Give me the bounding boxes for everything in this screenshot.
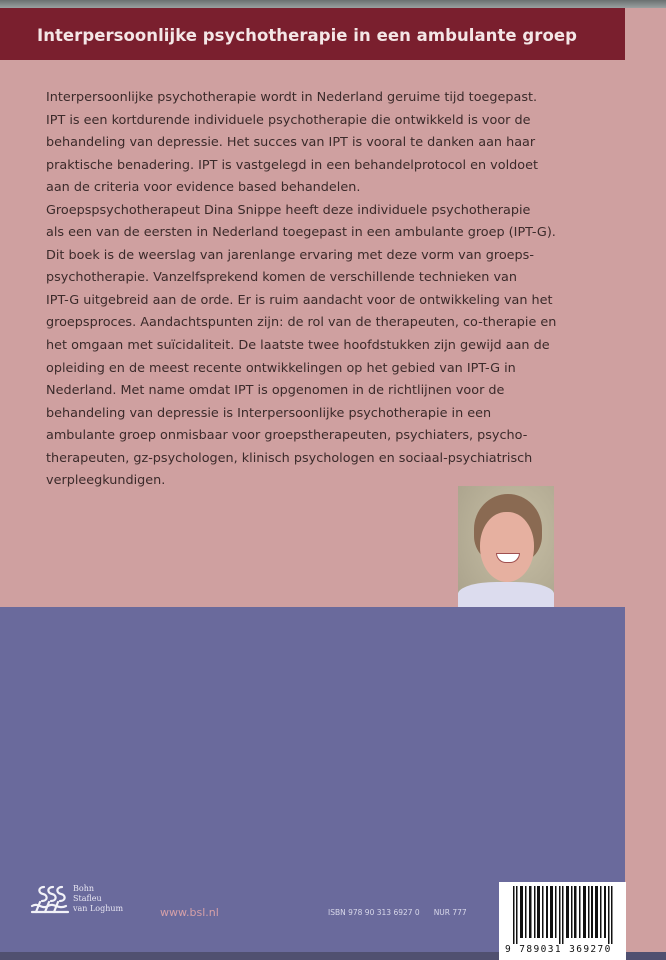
blurb-line: het omgaan met suïcidaliteit. De laatste twee hoofdstukken zijn gewijd aan de bbox=[46, 338, 550, 354]
blurb-line: IPT is een kortdurende individuele psychotherapie die ontwikkeld is voor de bbox=[46, 112, 531, 128]
publisher-url: www.bsl.nl bbox=[160, 906, 219, 919]
publisher-logo-icon bbox=[30, 884, 70, 916]
title-band bbox=[0, 8, 625, 60]
blurb-line: Groepspsychotherapeut Dina Snippe heeft deze individuele psychotherapie bbox=[46, 202, 531, 218]
blurb-line: IPT-G uitgebreid aan de orde. Er is ruim aandacht voor de ontwikkeling van het bbox=[46, 292, 553, 308]
blurb-line: psychotherapie. Vanzelfsprekend komen de verschillende technieken van bbox=[46, 270, 517, 286]
barcode-bars-icon bbox=[507, 886, 619, 944]
publisher-name-line: Bohn bbox=[73, 884, 94, 893]
blurb-line: behandeling van depressie is Interpersoonlijke psychotherapie in een bbox=[46, 405, 492, 421]
blurb-line: als een van de eersten in Nederland toegepast in een ambulante groep (IPT-G). bbox=[46, 225, 556, 241]
publisher-name-line: Stafleu bbox=[73, 894, 102, 903]
isbn-number: ISBN 978 90 313 6927 0 bbox=[328, 908, 420, 917]
isbn-info bbox=[328, 908, 467, 917]
publisher-name-line: van Loghum bbox=[73, 904, 124, 913]
blurb-line: Dit boek is de weerslag van jarenlange ervaring met deze vorm van groeps- bbox=[46, 247, 534, 263]
blurb-line: therapeuten, gz-psychologen, klinisch psychologen en sociaal-psychiatrisch bbox=[46, 450, 533, 466]
blurb-line: behandeling van depressie. Het succes van IPT is vooral te danken aan haar bbox=[46, 135, 536, 151]
blurb-line: aan de criteria voor evidence based behandelen. bbox=[46, 180, 361, 196]
blurb-line: Interpersoonlijke psychotherapie wordt in Nederland geruime tijd toegepast. bbox=[46, 90, 538, 105]
nur-code: NUR 777 bbox=[433, 908, 467, 917]
barcode bbox=[499, 882, 626, 960]
barcode-digits: 9 789031 369270 bbox=[505, 944, 612, 955]
book-top-edge bbox=[0, 0, 666, 8]
blurb-line: groepsproces. Aandachtspunten zijn: de rol van de therapeuten, co-therapie en bbox=[46, 315, 557, 331]
author-photo bbox=[458, 486, 554, 607]
blurb-line: Nederland. Met name omdat IPT is opgenomen in de richtlijnen voor de bbox=[46, 383, 505, 399]
photo-face bbox=[480, 512, 534, 582]
blurb-line: opleiding en de meest recente ontwikkelingen op het gebied van IPT-G in bbox=[46, 360, 516, 376]
blurb-line: ambulante groep onmisbaar voor groepstherapeuten, psychiaters, psycho- bbox=[46, 428, 528, 444]
publisher-name bbox=[73, 884, 123, 914]
blurb-line: verpleegkundigen. bbox=[46, 473, 166, 489]
book-title: Interpersoonlijke psychotherapie in een ambulante groep bbox=[37, 26, 577, 45]
blurb-line: praktische benadering. IPT is vastgelegd in een behandelprotocol en voldoet bbox=[46, 157, 538, 173]
photo-shirt bbox=[458, 582, 554, 607]
blurb-text bbox=[46, 87, 566, 493]
